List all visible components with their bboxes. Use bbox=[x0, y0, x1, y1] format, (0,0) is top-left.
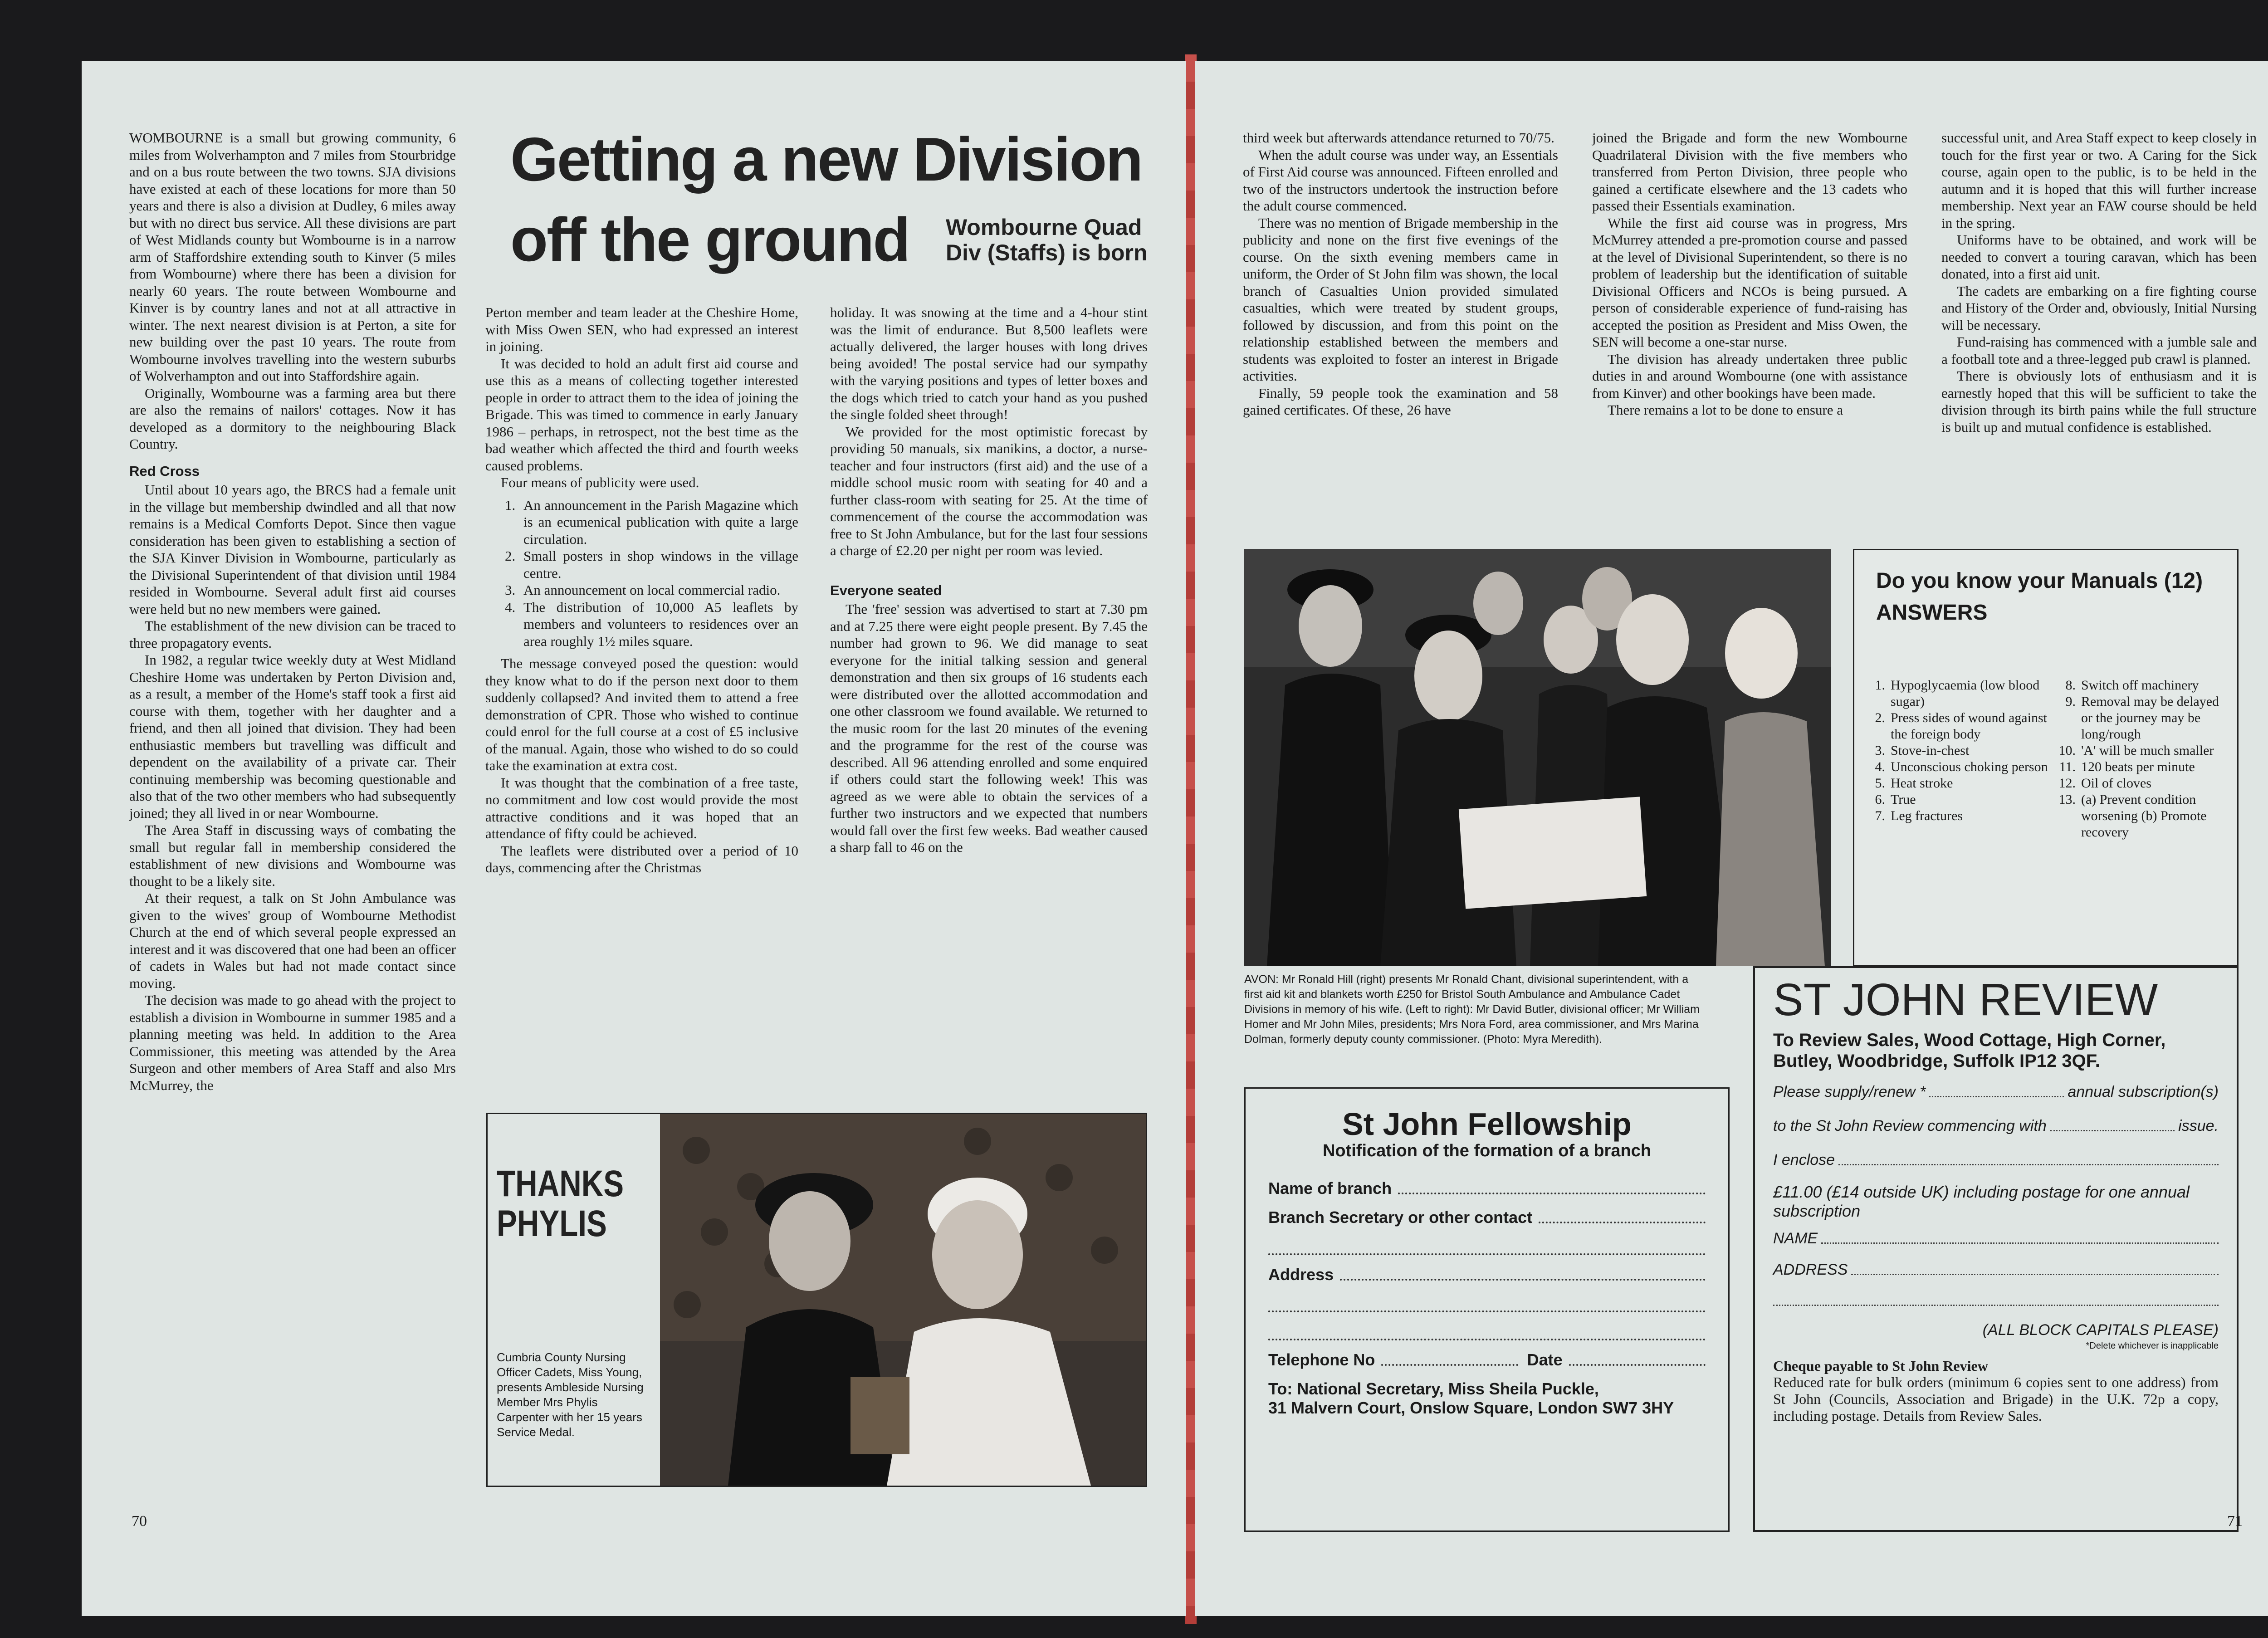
thanks-title-line-2: PHYLIS bbox=[497, 1203, 607, 1244]
article-column-5 bbox=[1592, 129, 1907, 419]
subscription-price: £11.00 (£14 outside UK) including postage for one annual subscription bbox=[1773, 1183, 2190, 1220]
list-item: 4. The distribution of 10,000 A5 leaflets by members and volunteers to residences over an area roughly 1½ miles square. bbox=[519, 599, 798, 650]
answer-item: 2. Press sides of wound against the foreign body bbox=[1875, 710, 2047, 742]
review-address bbox=[1773, 1030, 2219, 1071]
article-column-1 bbox=[129, 129, 456, 1094]
fellowship-subtitle: Notification of the formation of a branch bbox=[1322, 1141, 1652, 1160]
avon-photo-caption: AVON: Mr Ronald Hill (right) presents Mr Ronald Chant, divisional superintendent, with a first aid kit and blankets worth £250 for Bristol South Ambulance and Ambulance Cadet Divisions in memory of his wife. (Left to right): Mr David Butler, divisional officer; Mr William Homer and Mr John Miles, presidents; Mrs Nora Ford, area commissioner, and Mrs Marina Dolman, formerly deputy county commissioner. (Photo: Myra Meredith). bbox=[1244, 973, 1700, 1046]
paragraph: It was decided to hold an adult first aid course and use this as a means of collecting together interested people in order to attract them to the idea of joining the Brigade. This was timed to commence in early January 1986 – perhaps, in retrospect, not the best time as the bad weather which affected the third and fourth weeks caused problems. bbox=[485, 355, 798, 474]
thanks-title bbox=[497, 1164, 624, 1244]
review-subscription-form bbox=[1753, 966, 2239, 1532]
thanks-photo bbox=[660, 1114, 1146, 1486]
thanks-caption: Cumbria County Nursing Officer Cadets, Miss Young, presents Ambleside Nursing Member Mrs Phylis Carpenter with her 15 years Service Medal. bbox=[497, 1350, 644, 1439]
paragraph: In 1982, a regular twice weekly duty at West Midland Cheshire Home was undertaken by Perton Division and, as a result, a member of the Home's staff took a first aid course with them, together with her daughter and a friend, and then all joined that division. They had been enthusiastic members but travelling was difficult and dependent on the availability of a private car. Their continuing membership was becoming questionable and also that of the two other members who had subsequently joined; they all lived in or near Wombourne. bbox=[129, 652, 456, 821]
paragraph: The cadets are embarking on a fire fighting course and History of the Order and, obviously, Initial Nursing will be necessary. bbox=[1941, 283, 2257, 333]
date-field[interactable] bbox=[1569, 1364, 1706, 1366]
article-column-6 bbox=[1941, 129, 2257, 435]
review-address-line: Butley, Woodbridge, Suffolk IP12 3QF. bbox=[1773, 1051, 2100, 1071]
answer-item: 3. Stove-in-chest bbox=[1875, 743, 1970, 758]
paragraph: WOMBOURNE is a small but growing community, 6 miles from Wolverhampton and 7 miles from Stourbridge and on a bus route between the two towns. SJA divisions have existed at each of these locations for more than 50 years and there is also a division at Dudley, 6 miles away but with no direct bus service. All these divisions are part of West Midlands county but Wombourne is in a narrow arm of Staffordshire extending south to Kinver (5 miles from Wombourne) where there has been a division for nearly 60 years. The route between Wombourne and Kinver is by country lanes and not at all attractive in winter. The next nearest division is at Perton, a site for new building over the past 10 years. The route from Wombourne involves travelling into the western suburbs of Wolverhampton and out into Staffordshire again. bbox=[129, 130, 456, 384]
manuals-answers-right bbox=[2054, 677, 2231, 841]
fellowship-form bbox=[1244, 1087, 1730, 1532]
subheadline-line-2: Div (Staffs) is born bbox=[946, 240, 1148, 265]
article-column-4 bbox=[1243, 129, 1558, 419]
paragraph: The decision was made to go ahead with the project to establish a division in Wombourne in summer 1985 and a planning meeting was held. In addition to the Area Commissioner, this meeting was attended by the Area Surgeon and other members of Area Staff and also Mrs McMurrey, the bbox=[129, 992, 456, 1093]
bulk-order-note: Reduced rate for bulk orders (minimum 6 copies sent to one address) from St John (Councils, Association and Brigade) in the U.K. 72p a copy, including postage. Details from Review Sales. bbox=[1773, 1374, 2219, 1424]
article-column-3 bbox=[830, 304, 1148, 856]
paragraph: It was thought that the combination of a free taste, no commitment and low cost would provide the most attractive conditions and it was hoped that an attendance of fifty could be achieved. bbox=[485, 774, 798, 841]
address-line-2[interactable] bbox=[1773, 1288, 2219, 1306]
answer-item: 5. Heat stroke bbox=[1875, 776, 1953, 791]
answer-item: 13. (a) Prevent condition worsening (b) Promote recovery bbox=[2058, 792, 2207, 840]
paragraph: holiday. It was snowing at the time and a 4-hour stint was the limit of endurance. But 8,500 leaflets were actually delivered, the larger houses with long drives being avoided! The postal service had our sympathy with the varying positions and types of letter boxes and the dogs which tried to catch your hand as you pushed the single folded sheet through! bbox=[830, 304, 1148, 422]
telephone-label: Telephone No bbox=[1268, 1350, 1375, 1369]
name-field[interactable]: NAME bbox=[1773, 1230, 2219, 1247]
return-address-line: To: National Secretary, Miss Sheila Puckle, bbox=[1268, 1379, 1599, 1398]
avon-photo bbox=[1244, 549, 1831, 966]
block-capitals-note: (ALL BLOCK CAPITALS PLEASE) bbox=[1982, 1321, 2219, 1339]
section-heading: Everyone seated bbox=[830, 582, 942, 598]
manuals-subtitle: ANSWERS bbox=[1876, 601, 1988, 625]
answer-item: 4. Unconscious choking person bbox=[1875, 759, 2048, 774]
answer-item: 12. Oil of cloves bbox=[2058, 776, 2151, 791]
address-field[interactable]: Address bbox=[1268, 1265, 1706, 1284]
paragraph: There is obviously lots of enthusiasm and it is earnestly hoped that this will be sufficient to take the division through its birth pains while the full structure is built up and mutual confidence is established. bbox=[1941, 368, 2257, 435]
publicity-list bbox=[485, 497, 798, 650]
commencing-issue-field[interactable]: to the St John Review commencing with issue. bbox=[1773, 1117, 2219, 1134]
answer-item: 1. Hypoglycaemia (low blood sugar) bbox=[1875, 678, 2040, 709]
presentation-group-image bbox=[1244, 549, 1831, 966]
secretary-line-2[interactable] bbox=[1268, 1237, 1706, 1255]
paragraph: When the adult course was under way, an Essentials of First Aid course was announced. Fifteen enrolled and two of the instructors undertook the instruction before the adult course commenced. bbox=[1243, 147, 1558, 214]
return-address-line: 31 Malvern Court, Onslow Square, London SW7 3HY bbox=[1268, 1398, 1674, 1417]
enclose-field[interactable]: I enclose bbox=[1773, 1151, 2219, 1169]
page-number: 71 bbox=[2227, 1513, 2243, 1530]
address-field[interactable]: ADDRESS bbox=[1773, 1261, 2219, 1279]
telephone-date-row bbox=[1268, 1350, 1706, 1369]
manuals-answers-box bbox=[1853, 549, 2239, 966]
left-page bbox=[82, 61, 1186, 1616]
manuals-answers-left bbox=[1868, 677, 2049, 824]
paragraph: third week but afterwards attendance returned to 70/75. bbox=[1243, 130, 1554, 146]
right-page bbox=[1195, 61, 2268, 1616]
article-column-2 bbox=[485, 304, 798, 876]
address-line-3[interactable] bbox=[1268, 1322, 1706, 1340]
paragraph: The establishment of the new division can be traced to three propagatory events. bbox=[129, 618, 456, 651]
answer-item: 7. Leg fractures bbox=[1875, 808, 1963, 823]
manuals-title: Do you know your Manuals (12) bbox=[1876, 569, 2203, 593]
thanks-title-line-1: THANKS bbox=[497, 1163, 624, 1204]
address-line-2[interactable] bbox=[1268, 1294, 1706, 1312]
supply-renew-field[interactable]: Please supply/renew * annual subscription(s) bbox=[1773, 1083, 2219, 1100]
paragraph: Uniforms have to be obtained, and work will be needed to convert a touring caravan, which has been donated, into a first aid unit. bbox=[1941, 232, 2257, 282]
branch-secretary-field[interactable]: Branch Secretary or other contact bbox=[1268, 1208, 1706, 1227]
list-item: 3. An announcement on local commercial radio. bbox=[519, 582, 798, 599]
headline-line-1: Getting a new Division bbox=[510, 125, 1142, 194]
page-number: 70 bbox=[132, 1513, 147, 1530]
paragraph: The division has already undertaken three public duties in and around Wombourne (one with assistance from Kinver) and other bookings have been made. bbox=[1592, 351, 1907, 401]
medal-presentation-image bbox=[660, 1114, 1146, 1486]
paragraph: The 'free' session was advertised to start at 7.30 pm and at 7.25 there were eight people present. By 7.45 the number had grown to 96. We did manage to seat everyone for the initial talking session and general demonstration and then six groups of 16 students each were distributed over the allotted accommodation and one other classroom we found available. We returned to the music room for the last 20 minutes of the evening and the programme for the rest of the course was described. All 96 attending enrolled and some enquired if others could start the following week! This was agreed as we were able to obtain the services of a further two instructors and we expected that numbers would fall over the first few weeks. Bad weather caused a sharp fall to 46 on the bbox=[830, 601, 1148, 855]
paragraph: We provided for the most optimistic forecast by providing 50 manuals, six manikins, a doctor, a nurse-teacher and four instructors (first aid) and the use of a middle school music room with seating for 40 and a further class-room with seating for 25. At the time of commencement of the course the accommodation was free to St John Ambulance, but for the last four sessions a charge of £2.20 per night per room was levied. bbox=[830, 423, 1148, 558]
list-item: 2. Small posters in shop windows in the village centre. bbox=[519, 548, 798, 582]
paragraph: There was no mention of Brigade membership in the publicity and none on the first five evenings of the course. On the sixth evening members came in uniform, the Order of St John film was shown, the local branch of Casualties Union provided simulated casualties, which were treated by student groups, followed by discussion, and from this point on the relationship established between the members and students was exploited to foster an interest in Brigade activities. bbox=[1243, 215, 1558, 384]
headline-line-2: off the ground bbox=[510, 205, 909, 274]
paragraph: The message conveyed posed the question: would they know what to do if the person next door to them suddenly collapsed? And invited them to attend a free demonstration of CPR. Those who wished to continue could enrol for the full course at a cost of £5 inclusive of the manual. Again, those who wished to do so could take the examination at extra cost. bbox=[485, 655, 798, 773]
review-title: ST JOHN REVIEW bbox=[1773, 974, 2158, 1025]
paragraph: There remains a lot to be done to ensure a bbox=[1608, 402, 1843, 418]
paragraph: Four means of publicity were used. bbox=[501, 474, 699, 490]
fellowship-return-address bbox=[1268, 1379, 1706, 1418]
paragraph: Finally, 59 people took the examination and 58 gained certificates. Of these, 26 have bbox=[1243, 385, 1558, 418]
answer-item: 9. Removal may be delayed or the journey may be long/rough bbox=[2065, 694, 2219, 742]
paragraph: The leaflets were distributed over a period of 10 days, commencing after the Christmas bbox=[485, 842, 798, 875]
subheadline bbox=[946, 215, 1147, 265]
telephone-field[interactable] bbox=[1381, 1364, 1518, 1366]
section-heading: Red Cross bbox=[129, 463, 200, 479]
review-address-line: To Review Sales, Wood Cottage, High Corner, bbox=[1773, 1030, 2166, 1050]
date-label: Date bbox=[1527, 1350, 1563, 1369]
paragraph: The Area Staff in discussing ways of combating the small but regular fall in membership considered the establishment of new divisions and Wombourne was thought to be a likely site. bbox=[129, 822, 456, 889]
answer-item: 8. Switch off machinery bbox=[2065, 678, 2199, 693]
cheque-payable: Cheque payable to St John Review bbox=[1773, 1358, 1988, 1374]
answer-item: 10. 'A' will be much smaller bbox=[2058, 743, 2214, 758]
paragraph: joined the Brigade and form the new Wombourne Quadrilateral Division with the five members who transferred from Perton Division, three people who gained a certificate elsewhere and the 13 cadets who passed their Essentials examination. bbox=[1592, 130, 1907, 214]
paragraph: At their request, a talk on St John Ambulance was given to the wives' group of Wombourne Methodist Church at the end of which several people expressed an interest and it was discovered that one had been an officer of cadets in Wales but had not made contact since moving. bbox=[129, 890, 456, 991]
answer-item: 11. 120 beats per minute bbox=[2059, 759, 2195, 774]
thanks-phylis-box bbox=[486, 1113, 1147, 1487]
paragraph: While the first aid course was in progress, Mrs McMurrey attended a pre-promotion course and passed at the level of Divisional Superintendent, so there is no problem of leadership but the identification of suitable Divisional Officers and NCOs is being pursued. A person of considerable experience of fund-raising has accepted the position as President and Miss Owen, the SEN will become a one-star nurse. bbox=[1592, 215, 1907, 350]
paragraph: Until about 10 years ago, the BRCS had a female unit in the village but membership dwindled and all that now remains is a Medical Comforts Depot. Since then vague consideration has been given to establishing a section of the SJA Kinver Division in Wombourne, particularly as the Divisional Superintendent of that division until 1984 resided in Wombourne. Several adult first aid courses were held but no new members were gained. bbox=[129, 482, 456, 617]
branch-name-field[interactable]: Name of branch bbox=[1268, 1179, 1706, 1198]
paragraph: Perton member and team leader at the Cheshire Home, with Miss Owen SEN, who had expressed an interest in joining. bbox=[485, 304, 798, 354]
paragraph: Fund-raising has commenced with a jumble sale and a football tote and a three-legged pub crawl is planned. bbox=[1941, 334, 2257, 367]
answer-item: 6. True bbox=[1875, 792, 1916, 807]
subheadline-line-1: Wombourne Quad bbox=[946, 215, 1142, 240]
list-item: 1. An announcement in the Parish Magazine which is an ecumenical publication with quite a large circulation. bbox=[519, 497, 798, 548]
delete-note: *Delete whichever is inapplicable bbox=[2086, 1341, 2219, 1351]
paragraph: successful unit, and Area Staff expect to keep closely in touch for the first year or two. A Caring for the Sick course, again open to the public, is to be held in the autumn and it is hoped that this will further increase membership. Next year an FAW course should be held in the spring. bbox=[1941, 130, 2257, 231]
paragraph: Originally, Wombourne was a farming area but there are also the remains of nailors' cottages. Now it has developed as a dormitory to the neighbouring Black Country. bbox=[129, 385, 456, 452]
fellowship-title: St John Fellowship bbox=[1342, 1106, 1632, 1142]
